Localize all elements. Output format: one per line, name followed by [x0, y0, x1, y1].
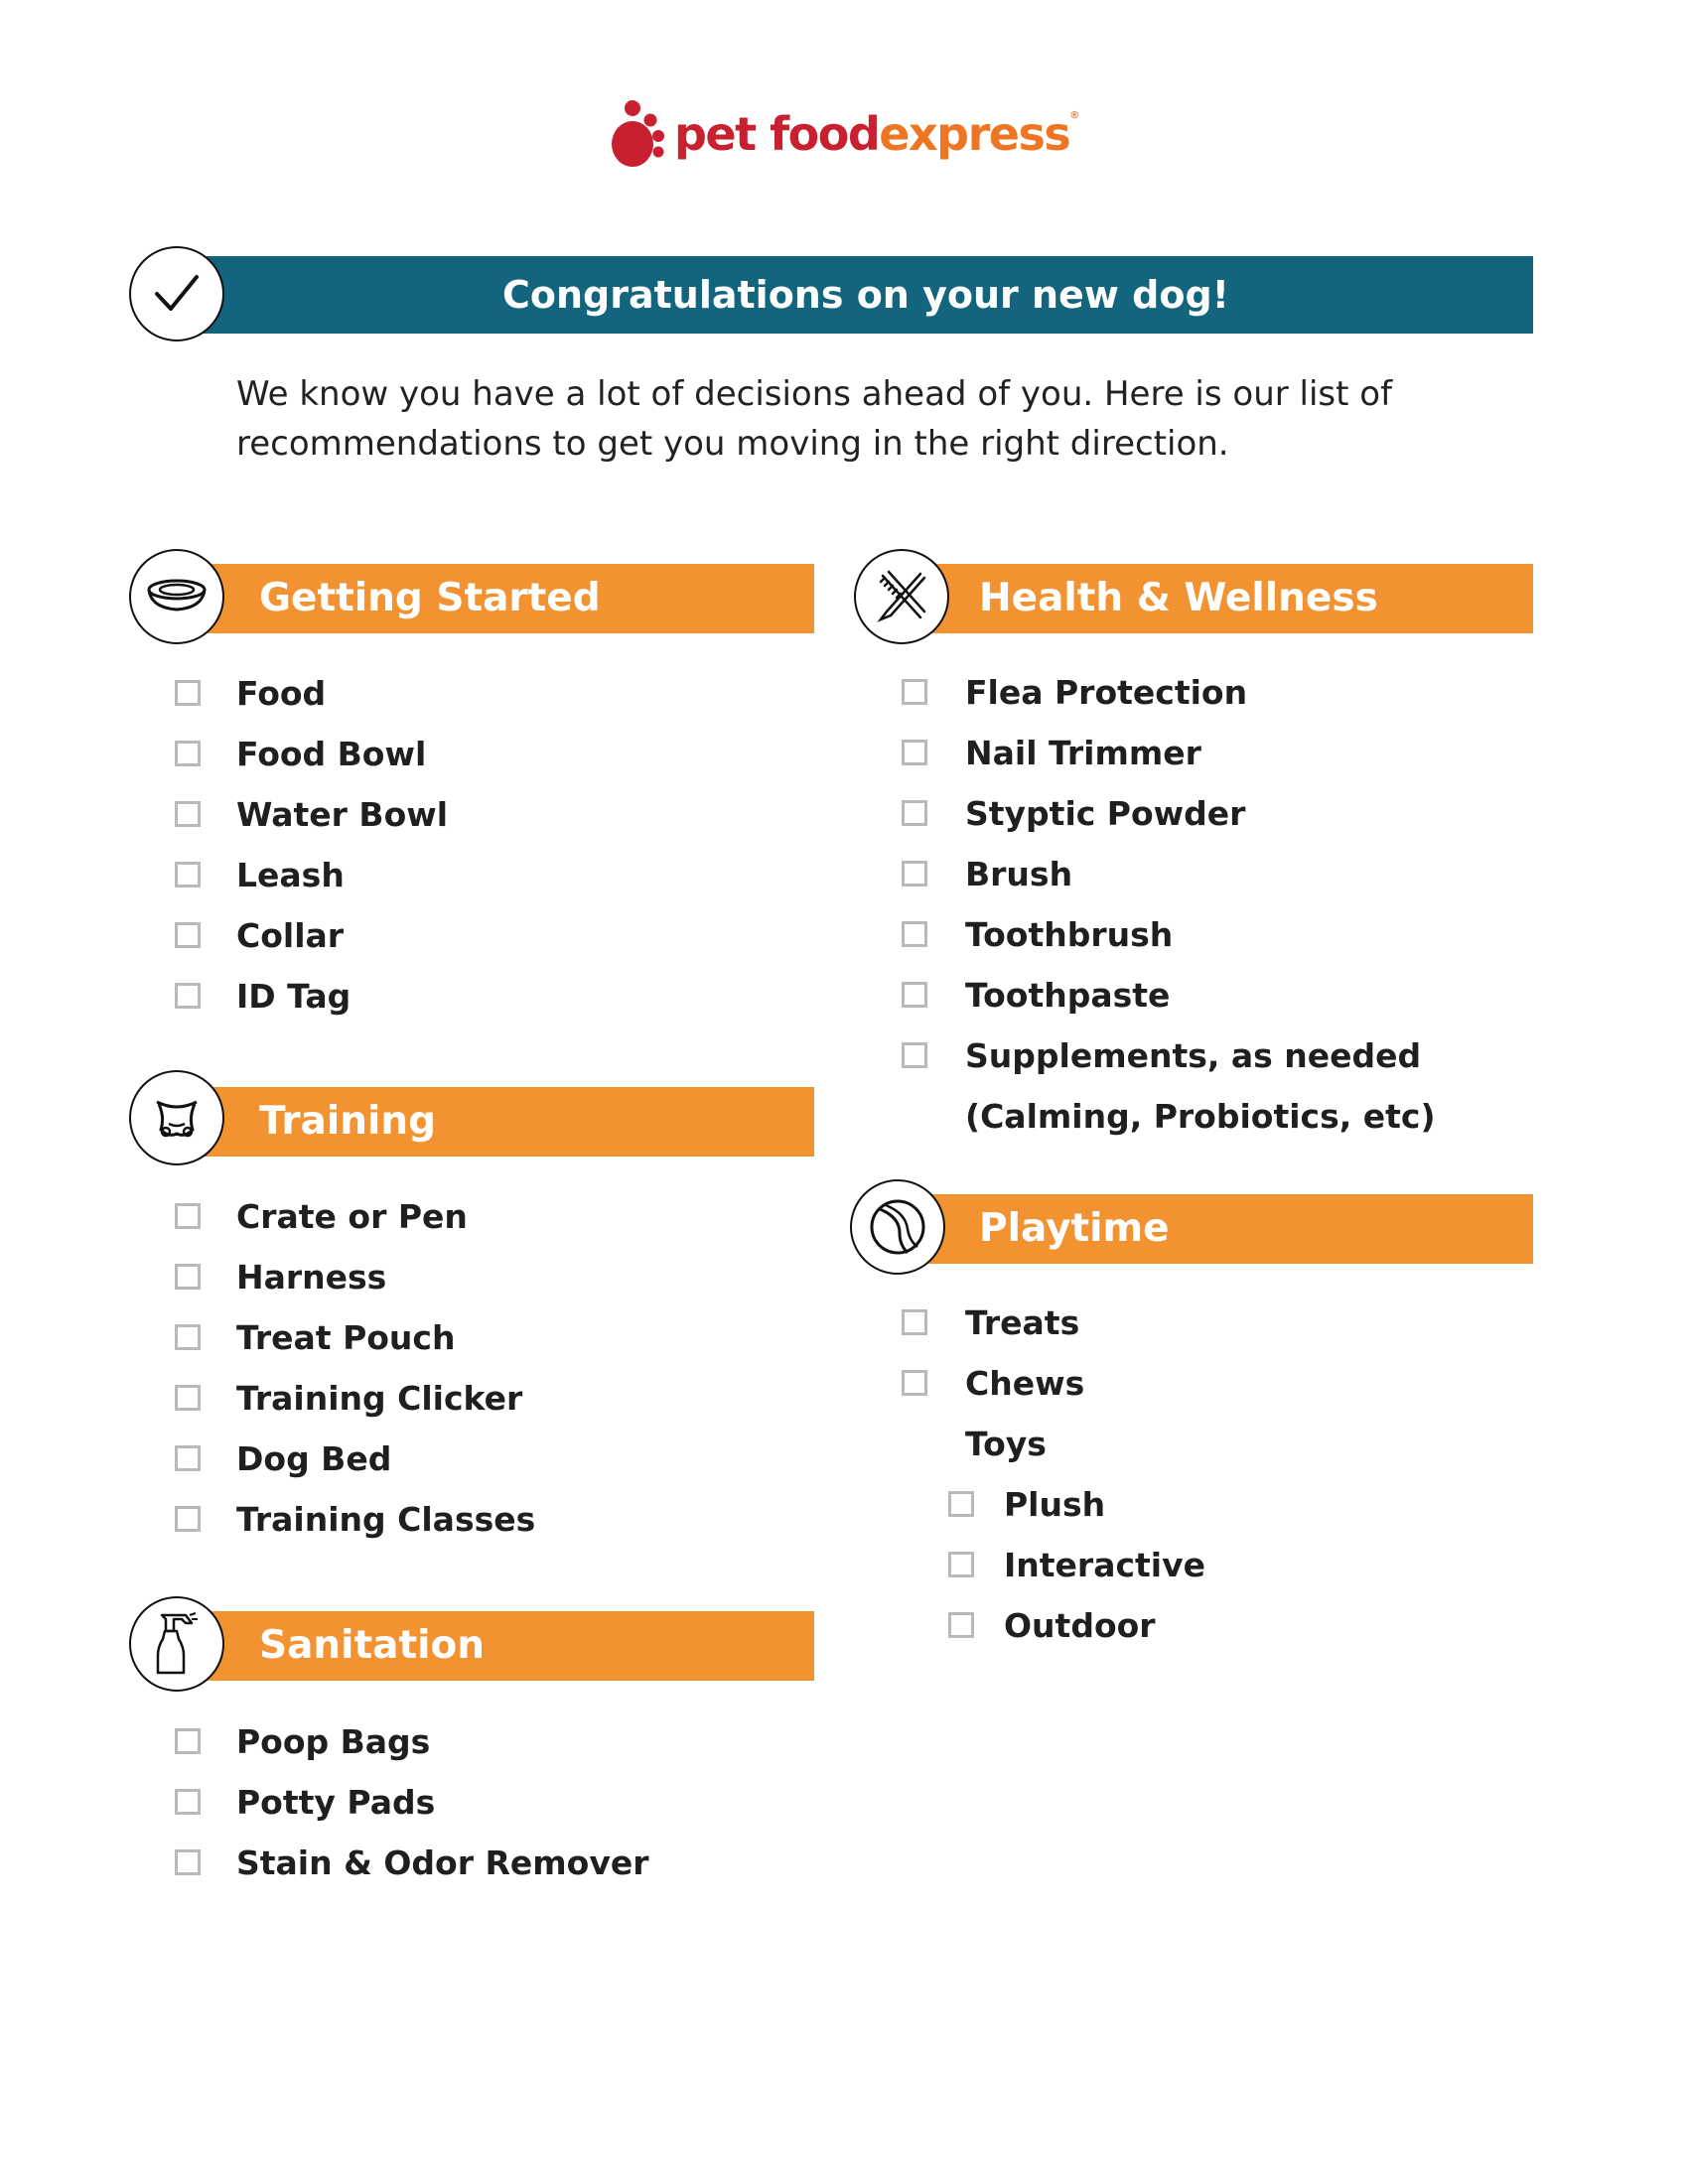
- item-label: Food: [236, 673, 327, 713]
- list-item[interactable]: [902, 671, 1436, 713]
- grooming-tools-icon: [854, 549, 949, 644]
- list-item[interactable]: [948, 1604, 1205, 1646]
- item-label: Leash: [236, 855, 345, 894]
- paw-icon: [611, 98, 666, 170]
- list-item[interactable]: [175, 1195, 535, 1237]
- list-item[interactable]: [902, 732, 1436, 773]
- brand-name-part2: express: [879, 107, 1070, 161]
- item-label: Food Bowl: [236, 734, 427, 773]
- checkbox[interactable]: [902, 740, 927, 765]
- dog-bowl-icon: [129, 549, 224, 644]
- list-item[interactable]: [175, 793, 448, 835]
- sanitation-title: Sanitation: [259, 1623, 486, 1668]
- list-item[interactable]: [948, 1544, 1205, 1585]
- list-item[interactable]: [175, 733, 448, 774]
- checkbox[interactable]: [175, 741, 201, 766]
- registered-mark: ®: [1069, 110, 1078, 121]
- list-item[interactable]: [175, 1377, 535, 1419]
- item-note: (Calming, Probiotics, etc): [965, 1096, 1436, 1136]
- list-item[interactable]: [175, 672, 448, 714]
- checkbox[interactable]: [175, 1728, 201, 1754]
- list-item[interactable]: [175, 1316, 535, 1358]
- harness-icon: [129, 1070, 224, 1165]
- spray-bottle-icon: [129, 1596, 224, 1692]
- item-label: Interactive: [1004, 1545, 1206, 1584]
- list-item[interactable]: [175, 975, 448, 1017]
- getting-started-list: [175, 672, 448, 1017]
- sanitation-list: [175, 1720, 649, 1883]
- item-label: Toothbrush: [965, 914, 1174, 954]
- item-label: Supplements, as needed: [965, 1035, 1422, 1075]
- item-label: Collar: [236, 915, 345, 955]
- intro-text: [236, 369, 1428, 469]
- playtime-list: [902, 1301, 1205, 1646]
- item-label: Potty Pads: [236, 1782, 436, 1822]
- list-item[interactable]: [902, 853, 1436, 894]
- checkbox[interactable]: [948, 1552, 974, 1577]
- item-label: Brush: [965, 854, 1073, 893]
- item-label: Poop Bags: [236, 1721, 431, 1761]
- item-label: Training Classes: [236, 1499, 536, 1539]
- item-label: Stain & Odor Remover: [236, 1843, 649, 1882]
- congrats-title: Congratulations on your new dog!: [501, 273, 1229, 317]
- list-item[interactable]: [175, 1256, 535, 1297]
- list-item[interactable]: [175, 1498, 535, 1540]
- checkbox[interactable]: [175, 1203, 201, 1229]
- checkbox[interactable]: [902, 921, 927, 947]
- health-title: Health & Wellness: [979, 576, 1378, 620]
- checkbox[interactable]: [902, 1042, 927, 1068]
- item-label: Chews: [965, 1363, 1085, 1403]
- checkbox[interactable]: [902, 800, 927, 826]
- checkbox[interactable]: [175, 1445, 201, 1471]
- item-label: Treat Pouch: [236, 1317, 456, 1357]
- item-label: Training Clicker: [236, 1378, 523, 1418]
- item-label: ID Tag: [236, 976, 352, 1016]
- list-item[interactable]: [902, 1362, 1205, 1404]
- checkbox[interactable]: [175, 922, 201, 948]
- intro-line-1: We know you have a lot of decisions ahead of you. Here is our list of: [236, 374, 1393, 414]
- item-label: Treats: [965, 1302, 1080, 1342]
- item-label: Styptic Powder: [965, 793, 1246, 833]
- checkbox[interactable]: [948, 1491, 974, 1517]
- health-list: [902, 671, 1436, 1137]
- item-label: Toothpaste: [965, 975, 1171, 1015]
- checkbox[interactable]: [175, 983, 201, 1009]
- list-item[interactable]: [175, 1720, 649, 1762]
- brand-name-part1: pet food: [674, 107, 880, 161]
- getting-started-title: Getting Started: [259, 576, 601, 620]
- list-item[interactable]: [902, 1301, 1205, 1343]
- checkbox[interactable]: [175, 680, 201, 706]
- list-item-note: [902, 1095, 1436, 1137]
- item-label: Dog Bed: [236, 1438, 392, 1478]
- item-label: Crate or Pen: [236, 1196, 468, 1236]
- checkbox[interactable]: [902, 861, 927, 887]
- item-label: Flea Protection: [965, 672, 1248, 712]
- training-list: [175, 1195, 535, 1540]
- brand-wordmark: [674, 107, 1078, 161]
- list-item[interactable]: [175, 914, 448, 956]
- list-item[interactable]: [175, 854, 448, 895]
- item-label: Water Bowl: [236, 794, 449, 834]
- list-item[interactable]: [175, 1781, 649, 1823]
- checkbox[interactable]: [175, 1506, 201, 1532]
- checkbox[interactable]: [902, 1370, 927, 1396]
- list-item[interactable]: [902, 1034, 1436, 1076]
- intro-line-2: recommendations to get you moving in the right direction.: [236, 424, 1229, 464]
- toys-label: Toys: [965, 1424, 1047, 1463]
- list-item[interactable]: [902, 974, 1436, 1016]
- checkbox[interactable]: [175, 1849, 201, 1875]
- checkbox[interactable]: [902, 679, 927, 705]
- list-item[interactable]: [902, 792, 1436, 834]
- checkbox[interactable]: [175, 862, 201, 887]
- list-item[interactable]: [175, 1842, 649, 1883]
- training-title: Training: [259, 1099, 437, 1144]
- list-item[interactable]: [175, 1437, 535, 1479]
- checkbox[interactable]: [175, 801, 201, 827]
- checkmark-icon: [129, 246, 224, 341]
- checkbox[interactable]: [175, 1789, 201, 1815]
- playtime-title: Playtime: [979, 1206, 1170, 1251]
- checkbox[interactable]: [902, 982, 927, 1008]
- item-label: Outdoor: [1004, 1605, 1156, 1645]
- checkbox[interactable]: [175, 1264, 201, 1290]
- ball-icon: [850, 1179, 945, 1275]
- toys-heading: [902, 1423, 1205, 1464]
- item-label: Harness: [236, 1257, 387, 1297]
- checkbox[interactable]: [948, 1612, 974, 1638]
- item-label: Nail Trimmer: [965, 733, 1201, 772]
- item-label: Plush: [1004, 1484, 1106, 1524]
- list-item[interactable]: [902, 913, 1436, 955]
- list-item[interactable]: [948, 1483, 1205, 1525]
- checkbox[interactable]: [902, 1309, 927, 1335]
- checkbox[interactable]: [175, 1324, 201, 1350]
- brand-logo: [611, 94, 1078, 174]
- checkbox[interactable]: [175, 1385, 201, 1411]
